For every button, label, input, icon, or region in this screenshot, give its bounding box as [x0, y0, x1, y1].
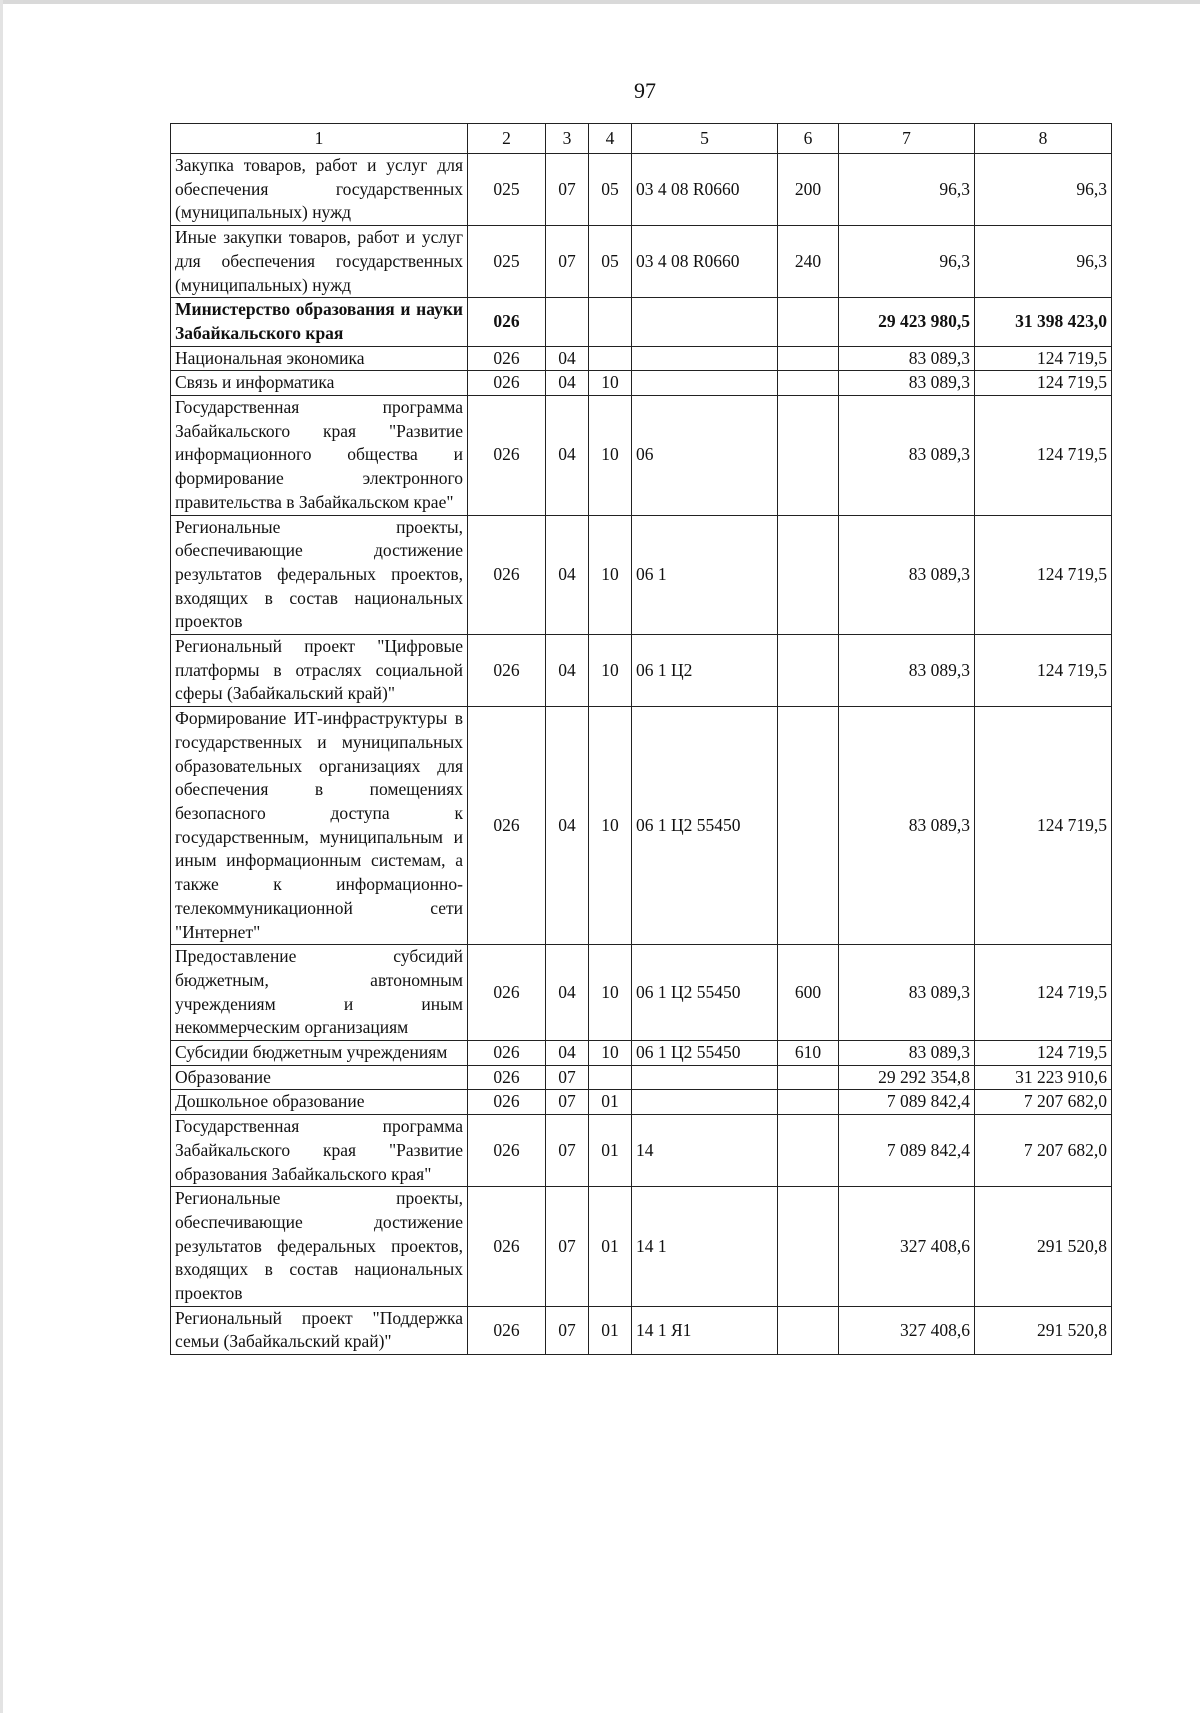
- table-row: [171, 1041, 1112, 1066]
- code-5-cell: 06: [632, 396, 778, 516]
- code-3-cell: 04: [546, 707, 589, 945]
- code-5-cell: [632, 1090, 778, 1115]
- code-5-cell: 06 1: [632, 515, 778, 635]
- code-2-cell: 026: [468, 1041, 546, 1066]
- code-2-cell: 026: [468, 1115, 546, 1187]
- scan-left-border: [0, 0, 3, 1713]
- value-7-cell: 7 089 842,4: [839, 1115, 975, 1187]
- value-8-cell: 96,3: [975, 226, 1112, 298]
- code-2-cell: 026: [468, 1065, 546, 1090]
- value-7-cell: 83 089,3: [839, 635, 975, 707]
- code-2-cell: 026: [468, 1187, 546, 1307]
- page-number: 97: [634, 78, 656, 103]
- value-8-cell: 124 719,5: [975, 371, 1112, 396]
- code-4-cell: 01: [589, 1090, 632, 1115]
- table-row: [171, 707, 1112, 945]
- name-cell: Министерство образования и науки Забайкальского края: [171, 298, 468, 346]
- name-cell: Государственная программа Забайкальского края "Развитие информационного общества и формирование электронного правительства в Забайкальском крае": [171, 396, 468, 516]
- code-4-cell: [589, 298, 632, 346]
- code-5-cell: 14: [632, 1115, 778, 1187]
- code-6-cell: [778, 371, 839, 396]
- code-3-cell: 04: [546, 1041, 589, 1066]
- code-6-cell: [778, 298, 839, 346]
- code-5-cell: 14 1 Я1: [632, 1306, 778, 1354]
- name-cell: Связь и информатика: [171, 371, 468, 396]
- header-cell: 3: [546, 124, 589, 154]
- value-8-cell: 124 719,5: [975, 635, 1112, 707]
- code-4-cell: [589, 1065, 632, 1090]
- code-3-cell: 07: [546, 154, 589, 226]
- code-6-cell: 610: [778, 1041, 839, 1066]
- value-8-cell: 124 719,5: [975, 1041, 1112, 1066]
- name-cell: Региональные проекты, обеспечивающие достижение результатов федеральных проектов, входящих в состав национальных проектов: [171, 1187, 468, 1307]
- name-cell: Государственная программа Забайкальского края "Развитие образования Забайкальского края": [171, 1115, 468, 1187]
- code-3-cell: 07: [546, 1065, 589, 1090]
- value-8-cell: 124 719,5: [975, 515, 1112, 635]
- value-8-cell: 124 719,5: [975, 945, 1112, 1041]
- value-8-cell: 7 207 682,0: [975, 1115, 1112, 1187]
- value-7-cell: 29 292 354,8: [839, 1065, 975, 1090]
- code-6-cell: [778, 346, 839, 371]
- name-cell: Региональный проект "Цифровые платформы в отраслях социальной сферы (Забайкальский край)": [171, 635, 468, 707]
- code-2-cell: 026: [468, 515, 546, 635]
- code-2-cell: 025: [468, 226, 546, 298]
- name-cell: Предоставление субсидий бюджетным, автономным учреждениям и иным некоммерческим организациям: [171, 945, 468, 1041]
- code-4-cell: 10: [589, 515, 632, 635]
- code-5-cell: 06 1 Ц2 55450: [632, 707, 778, 945]
- code-5-cell: 03 4 08 R0660: [632, 226, 778, 298]
- header-cell: 1: [171, 124, 468, 154]
- code-2-cell: 026: [468, 635, 546, 707]
- value-8-cell: 7 207 682,0: [975, 1090, 1112, 1115]
- value-7-cell: 83 089,3: [839, 1041, 975, 1066]
- code-6-cell: [778, 635, 839, 707]
- table-body: [171, 154, 1112, 1355]
- header-cell: 8: [975, 124, 1112, 154]
- name-cell: Региональный проект "Поддержка семьи (Забайкальский край)": [171, 1306, 468, 1354]
- name-cell: Дошкольное образование: [171, 1090, 468, 1115]
- code-6-cell: 240: [778, 226, 839, 298]
- code-2-cell: 026: [468, 945, 546, 1041]
- value-8-cell: 31 223 910,6: [975, 1065, 1112, 1090]
- table-row: [171, 396, 1112, 516]
- code-6-cell: [778, 1115, 839, 1187]
- code-3-cell: [546, 298, 589, 346]
- code-6-cell: [778, 1187, 839, 1307]
- code-5-cell: [632, 346, 778, 371]
- table-row: [171, 1187, 1112, 1307]
- code-4-cell: 10: [589, 371, 632, 396]
- code-5-cell: 14 1: [632, 1187, 778, 1307]
- header-row: [171, 124, 1112, 154]
- code-3-cell: 07: [546, 1090, 589, 1115]
- value-8-cell: 291 520,8: [975, 1187, 1112, 1307]
- code-3-cell: 04: [546, 396, 589, 516]
- code-4-cell: 01: [589, 1187, 632, 1307]
- code-4-cell: [589, 346, 632, 371]
- table-row: [171, 945, 1112, 1041]
- value-8-cell: 124 719,5: [975, 707, 1112, 945]
- code-3-cell: 04: [546, 371, 589, 396]
- table-row: [171, 226, 1112, 298]
- name-cell: Закупка товаров, работ и услуг для обеспечения государственных (муниципальных) нужд: [171, 154, 468, 226]
- header-cell: 5: [632, 124, 778, 154]
- table-row: [171, 154, 1112, 226]
- code-5-cell: 06 1 Ц2: [632, 635, 778, 707]
- value-7-cell: 327 408,6: [839, 1306, 975, 1354]
- code-3-cell: 07: [546, 1187, 589, 1307]
- table-row: [171, 1090, 1112, 1115]
- code-4-cell: 05: [589, 226, 632, 298]
- value-7-cell: 83 089,3: [839, 396, 975, 516]
- code-3-cell: 04: [546, 346, 589, 371]
- value-7-cell: 83 089,3: [839, 346, 975, 371]
- table-row: [171, 1306, 1112, 1354]
- code-2-cell: 026: [468, 298, 546, 346]
- name-cell: Субсидии бюджетным учреждениям: [171, 1041, 468, 1066]
- value-8-cell: 124 719,5: [975, 396, 1112, 516]
- header-cell: 7: [839, 124, 975, 154]
- value-8-cell: 31 398 423,0: [975, 298, 1112, 346]
- value-7-cell: 7 089 842,4: [839, 1090, 975, 1115]
- code-4-cell: 01: [589, 1115, 632, 1187]
- code-5-cell: [632, 298, 778, 346]
- code-6-cell: [778, 515, 839, 635]
- value-8-cell: 124 719,5: [975, 346, 1112, 371]
- value-8-cell: 291 520,8: [975, 1306, 1112, 1354]
- code-2-cell: 026: [468, 1306, 546, 1354]
- code-3-cell: 07: [546, 226, 589, 298]
- code-5-cell: 06 1 Ц2 55450: [632, 1041, 778, 1066]
- code-2-cell: 025: [468, 154, 546, 226]
- name-cell: Образование: [171, 1065, 468, 1090]
- code-4-cell: 10: [589, 396, 632, 516]
- value-7-cell: 327 408,6: [839, 1187, 975, 1307]
- code-4-cell: 10: [589, 945, 632, 1041]
- table-row: [171, 635, 1112, 707]
- value-7-cell: 96,3: [839, 226, 975, 298]
- name-cell: Иные закупки товаров, работ и услуг для обеспечения государственных (муниципальных) нужд: [171, 226, 468, 298]
- code-4-cell: 05: [589, 154, 632, 226]
- name-cell: Региональные проекты, обеспечивающие достижение результатов федеральных проектов, входящих в состав национальных проектов: [171, 515, 468, 635]
- code-6-cell: [778, 396, 839, 516]
- value-7-cell: 83 089,3: [839, 707, 975, 945]
- code-5-cell: 06 1 Ц2 55450: [632, 945, 778, 1041]
- code-4-cell: 10: [589, 635, 632, 707]
- code-6-cell: 200: [778, 154, 839, 226]
- header-cell: 4: [589, 124, 632, 154]
- value-7-cell: 83 089,3: [839, 515, 975, 635]
- value-7-cell: 96,3: [839, 154, 975, 226]
- table-row: [171, 346, 1112, 371]
- code-5-cell: [632, 1065, 778, 1090]
- code-3-cell: 04: [546, 635, 589, 707]
- code-3-cell: 04: [546, 945, 589, 1041]
- name-cell: Формирование ИТ-инфраструктуры в государственных и муниципальных образовательных организациях для обеспечения в помещениях безопасного доступа к государственным, муниципальным и иным информационным системам, а также к информационно-телекоммуникационной сети "Интернет": [171, 707, 468, 945]
- code-5-cell: 03 4 08 R0660: [632, 154, 778, 226]
- code-2-cell: 026: [468, 707, 546, 945]
- code-4-cell: 10: [589, 1041, 632, 1066]
- code-2-cell: 026: [468, 1090, 546, 1115]
- table-row: [171, 1115, 1112, 1187]
- name-cell: Национальная экономика: [171, 346, 468, 371]
- header-cell: 2: [468, 124, 546, 154]
- code-4-cell: 01: [589, 1306, 632, 1354]
- code-6-cell: [778, 707, 839, 945]
- code-3-cell: 07: [546, 1115, 589, 1187]
- code-5-cell: [632, 371, 778, 396]
- value-7-cell: 83 089,3: [839, 371, 975, 396]
- table-row: [171, 515, 1112, 635]
- code-6-cell: [778, 1306, 839, 1354]
- code-6-cell: [778, 1090, 839, 1115]
- value-7-cell: 29 423 980,5: [839, 298, 975, 346]
- table-row: [171, 371, 1112, 396]
- code-2-cell: 026: [468, 371, 546, 396]
- header-cell: 6: [778, 124, 839, 154]
- table-row: [171, 1065, 1112, 1090]
- value-8-cell: 96,3: [975, 154, 1112, 226]
- code-2-cell: 026: [468, 346, 546, 371]
- budget-table: [170, 123, 1112, 1355]
- value-7-cell: 83 089,3: [839, 945, 975, 1041]
- code-6-cell: 600: [778, 945, 839, 1041]
- code-3-cell: 07: [546, 1306, 589, 1354]
- table-row: [171, 298, 1112, 346]
- scan-top-border: [0, 0, 1200, 4]
- code-3-cell: 04: [546, 515, 589, 635]
- code-6-cell: [778, 1065, 839, 1090]
- code-2-cell: 026: [468, 396, 546, 516]
- code-4-cell: 10: [589, 707, 632, 945]
